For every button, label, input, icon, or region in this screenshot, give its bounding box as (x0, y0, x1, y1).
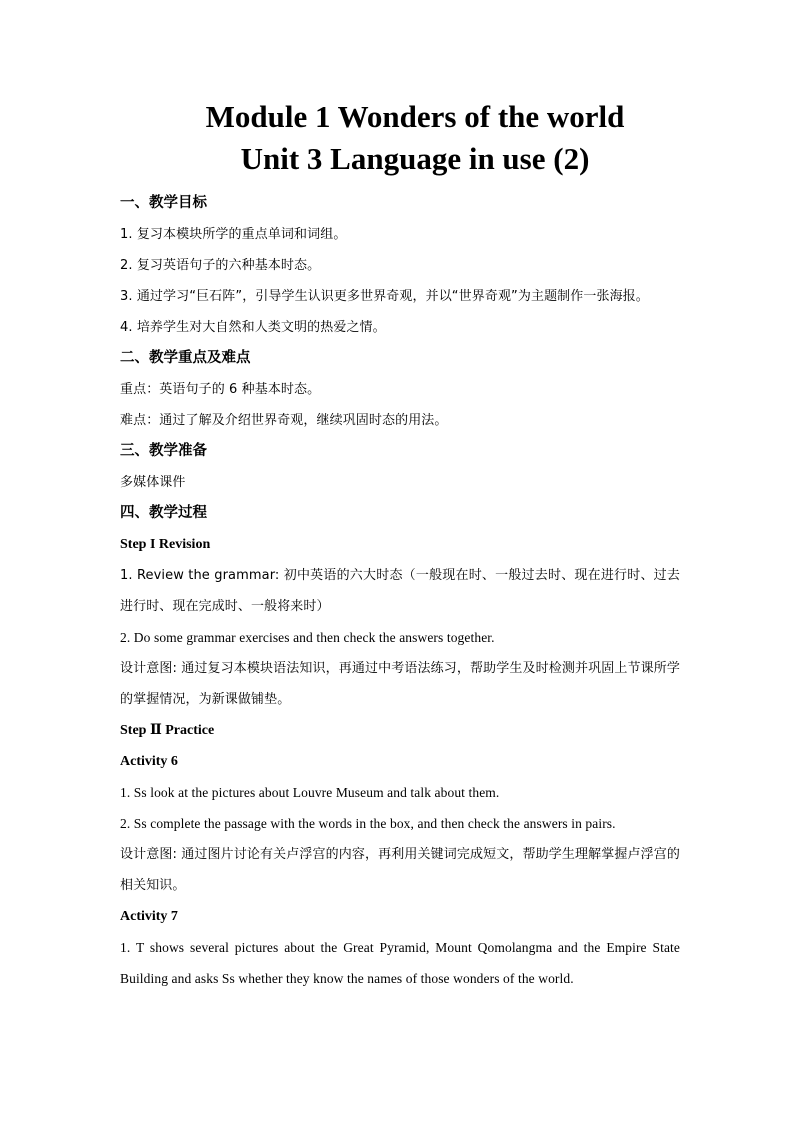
key-point-text: 重点：英语句子的 6 种基本时态。 (120, 382, 321, 397)
activity6-item: 1. Ss look at the pictures about Louvre Museum and talk about them. (120, 785, 500, 800)
activity6-item: 2. Ss complete the passage with the words in the box, and then check the answers in pairs. (120, 816, 616, 831)
document-title-line1: Module 1 Wonders of the world (205, 99, 625, 134)
step2-heading: Step Ⅱ Practice (120, 723, 215, 738)
objective-item: 1. 复习本模块所学的重点单词和词组。 (120, 227, 347, 242)
preparation-text: 多媒体课件 (120, 475, 186, 490)
section-heading-key-points: 二、教学重点及难点 (120, 350, 251, 366)
activity7-item: 1. T shows several pictures about the Great Pyramid, Mount Qomolangma and the Empire State Building and asks Ss whether they know the names of those wonders of the world. (120, 940, 680, 986)
activity6-design-intent: 设计意图: 通过图片讨论有关卢浮宫的内容，再利用关键词完成短文，帮助学生理解掌握卢浮宫的相关知识。 (120, 847, 680, 893)
step1-design-intent: 设计意图: 通过复习本模块语法知识，再通过中考语法练习，帮助学生及时检测并巩固上节课所学的掌握情况，为新课做铺垫。 (120, 661, 680, 707)
section-heading-process: 四、教学过程 (120, 505, 207, 521)
document-title-line2: Unit 3 Language in use (2) (240, 141, 590, 176)
section-heading-objectives: 一、教学目标 (120, 195, 207, 211)
step1-heading: Step I Revision (120, 537, 211, 552)
activity6-heading: Activity 6 (120, 754, 178, 769)
objective-item: 4. 培养学生对大自然和人类文明的热爱之情。 (120, 320, 386, 335)
section-heading-preparation: 三、教学准备 (120, 443, 207, 459)
difficult-point-text: 难点：通过了解及介绍世界奇观，继续巩固时态的用法。 (120, 413, 448, 428)
document-page (120, 96, 680, 994)
activity7-heading: Activity 7 (120, 909, 178, 924)
objective-item: 3. 通过学习“巨石阵”，引导学生认识更多世界奇观，并以“世界奇观”为主题制作一张海报。 (120, 289, 649, 304)
step1-item: 1. Review the grammar: 初中英语的六大时态（一般现在时、一般过去时、现在进行时、过去进行时、现在完成时、一般将来时） (120, 568, 680, 614)
step1-item: 2. Do some grammar exercises and then check the answers together. (120, 630, 495, 645)
objective-item: 2. 复习英语句子的六种基本时态。 (120, 258, 321, 273)
